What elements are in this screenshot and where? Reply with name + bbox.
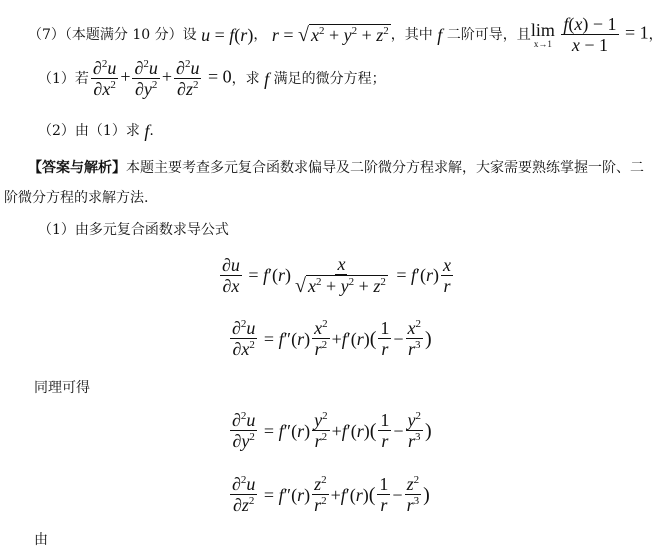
part1-prefix: （1）若 — [38, 70, 89, 87]
u-definition: u = f(r) — [201, 24, 254, 45]
formula-du-dx: $\frac{\partial u}{\partial x}$ = f ′( r ) $\frac{x}{√ x^2 + y^2 + z^2}$ = f ′( r ) $\frac{x}{r}$ — [222, 254, 451, 297]
laplace-equation: $\frac{\partial^2u}{\partial x^2}$ + $\frac{\partial^2u}{\partial y^2}$ + $\frac{\partial^2u}{\partial z^2}$ = 0 — [92, 58, 232, 99]
part2-text: （2）由（1）求 — [38, 123, 140, 139]
formula-d2u-dy2: $\frac{\partial^2u}{\partial y^2}$ = f ″( r ) $\frac{y^2}{r^2}$ + f ′( r ) ( $\frac{1}{r}$ − $\frac{y^2}{r^3}$ ) — [232, 410, 432, 451]
similarly-text: 同理可得 — [34, 380, 90, 396]
answer-body-line1: 本题主要考查多元复合函数求偏导及二阶微分方程求解，大家需要熟练掌握一阶、二 — [126, 160, 644, 176]
r-definition: r = √ $x^2 + y^2 + z^2$ — [271, 23, 389, 46]
answer-paragraph — [28, 158, 644, 178]
problem-end: ， — [648, 26, 663, 43]
problem-mid: ，其中 — [390, 26, 433, 43]
f-symbol-3: f — [139, 121, 150, 141]
part-1 — [38, 58, 386, 99]
problem-intro: （7）（本题满分 10 分）设 — [28, 26, 197, 43]
f-symbol: f — [432, 24, 447, 45]
separator: ， — [253, 26, 268, 43]
part1-suffix: ，求 — [231, 70, 260, 87]
limit-condition: lim x→1 $\frac{f(x) - 1}{x - 1}$ = 1 — [530, 14, 649, 55]
twice-differentiable: 二阶可导，且 — [446, 26, 531, 43]
answer-heading: 【答案与解析】 — [28, 160, 126, 176]
formula-d2u-dz2: $\frac{\partial^2u}{\partial z^2}$ = f ″( r ) $\frac{z^2}{r^2}$ + f ′( r ) ( $\frac{1}{r}$ − $\frac{z^2}{r^3}$ ) — [232, 474, 430, 515]
part-2 — [38, 120, 154, 142]
answer-body-line2: 阶微分方程的求解方法. — [4, 190, 149, 206]
f-symbol-2: f — [259, 68, 274, 89]
part1-end: 满足的微分方程； — [273, 70, 386, 87]
thus-text: 由 — [34, 532, 48, 548]
part2-end: . — [149, 123, 154, 139]
step1-text: （1）由多元复合函数求导公式 — [38, 222, 229, 238]
formula-d2u-dx2: $\frac{\partial^2u}{\partial x^2}$ = f ″( r ) $\frac{x^2}{r^2}$ + f ′( r ) ( $\frac{1}{r}$ − $\frac{x^2}{r^3}$ ) — [232, 318, 432, 359]
problem-statement — [28, 14, 663, 55]
